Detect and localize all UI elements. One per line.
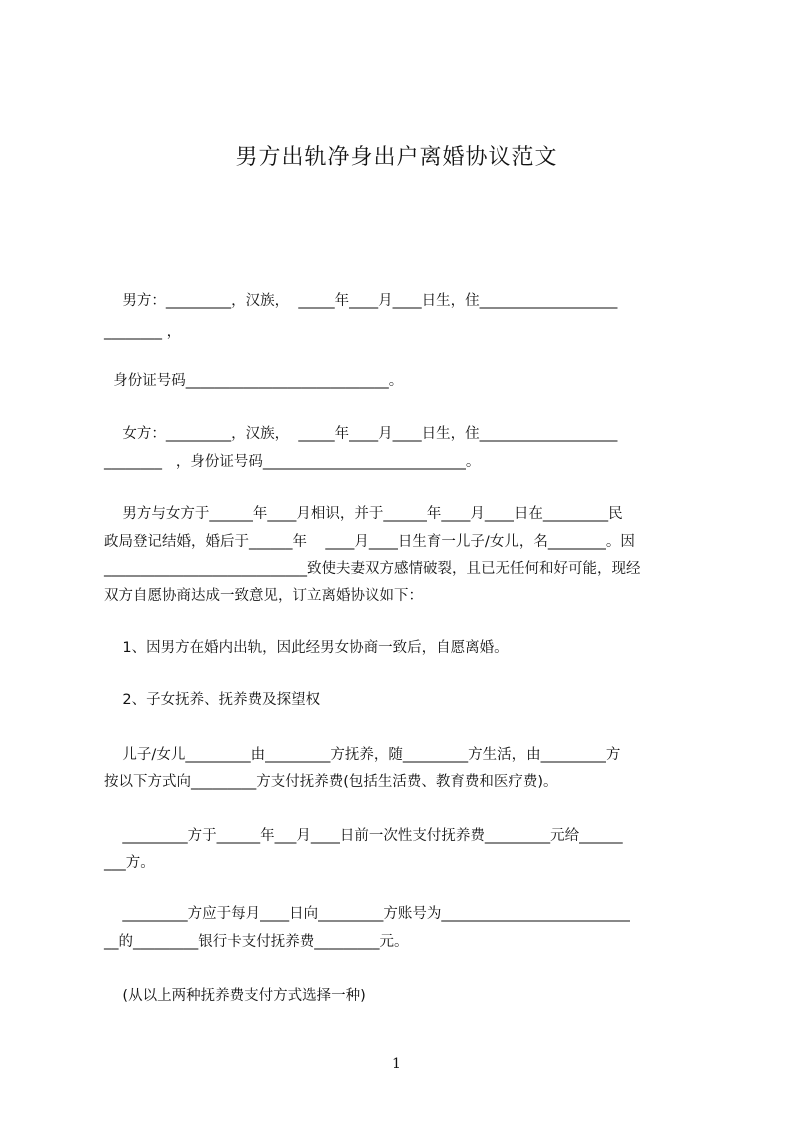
paragraph-line: 男方与女方于______年____月相识，并于______年____月____日在_________民 [104,506,623,522]
paragraph-line: __的_________银行卡支付抚养费_________元。 [104,934,409,950]
paragraph-line: (从以上两种抚养费支付方式选择一种) [104,988,366,1004]
paragraph-line: 政局登记结婚，婚后于______年 ____月____日生育一儿子/女儿，名________。因 [104,534,635,550]
paragraph-line: 男方：_________，汉族， _____年____月____日生，住___________________ [104,293,618,309]
paragraph-line: _________方于______年___月____日前一次性支付抚养费_________元给______ [104,828,623,844]
document-title: 男方出轨净身出户离婚协议范文 [235,145,558,170]
paragraph-line: 儿子/女儿_________由_________方抚养，随_________方生活，由_________方 [104,747,621,763]
paragraph-line: 按以下方式向_________方支付抚养费(包括生活费、教育费和医疗费)。 [104,774,558,790]
paragraph-line: _________方应于每月____日向_________方账号为__________________________ [104,906,630,922]
paragraph-line: 女方：_________，汉族， _____年____月____日生，住___________________ [104,426,618,442]
paragraph-line: ____________________________致使夫妻双方感情破裂，且已无任何和好可能，现经 [104,561,641,577]
paragraph-line: 1、因男方在婚内出轨，因此经男女协商一致后，自愿离婚。 [104,640,509,656]
paragraph-line: 身份证号码____________________________。 [104,373,404,389]
paragraph-line: 2、子女抚养、抚养费及探望权 [104,692,321,708]
paragraph-line: 双方自愿协商达成一致意见，订立离婚协议如下： [104,588,423,604]
page-number: 1 [392,1056,401,1072]
paragraph-line: ___方。 [104,855,155,871]
paragraph-line: ________ ，身份证号码____________________________。 [104,454,481,470]
paragraph-line: ________ ， [104,324,182,340]
